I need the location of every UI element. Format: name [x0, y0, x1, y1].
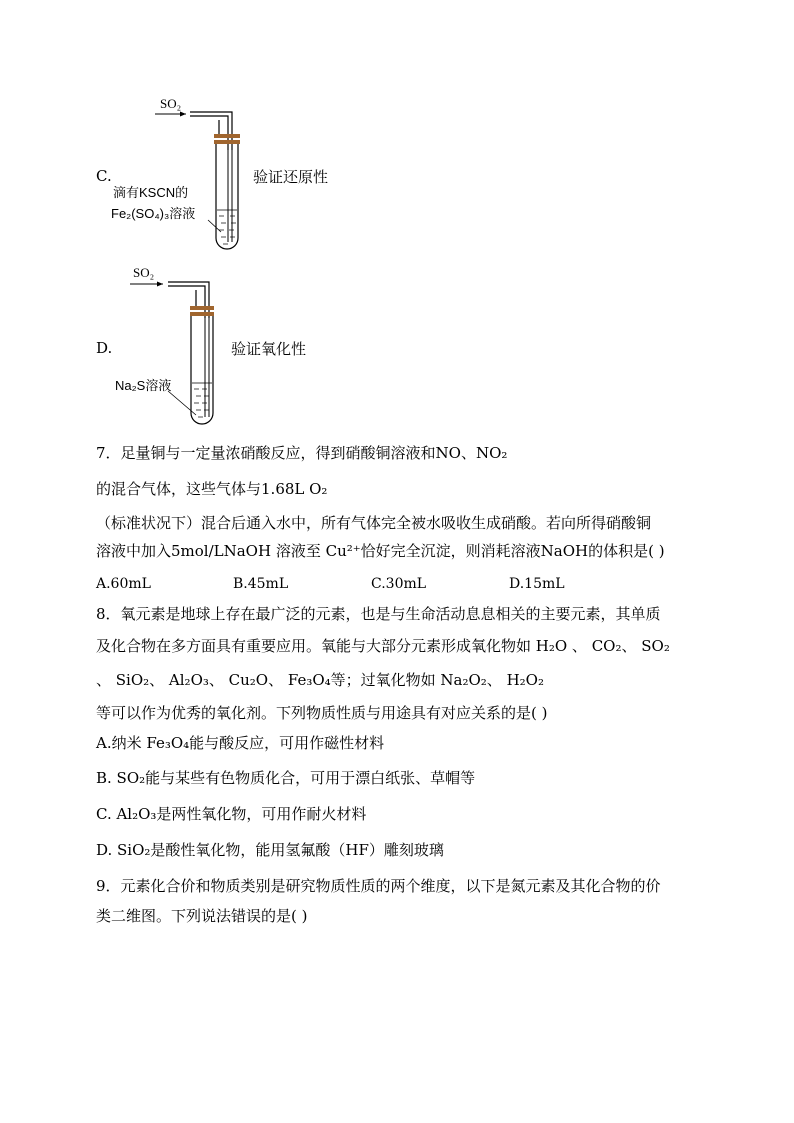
test-tube-c — [216, 144, 238, 249]
option-d-letter: D. — [96, 339, 113, 357]
test-tube-apparatus-c — [108, 92, 258, 257]
q7-option-d[interactable]: D.15mL — [509, 576, 565, 592]
q8-option-c[interactable]: C. Al₂O₃是两性氧化物，可用作耐火材料 — [96, 805, 367, 823]
purpose-label-d: 验证氧化性 — [231, 340, 307, 358]
q9-line2: 类二维图。下列说法错误的是( ) — [96, 907, 308, 925]
purpose-label-c: 验证还原性 — [253, 168, 329, 186]
option-c-letter: C. — [96, 167, 112, 185]
solution-label-d: Na₂S溶液 — [115, 378, 172, 393]
q8-line3: 、 SiO₂、 Al₂O₃、 Cu₂O、 Fe₃O₄等；过氧化物如 Na₂O₂、 H₂O₂ — [96, 671, 544, 689]
q7-line1: 7．足量铜与一定量浓硝酸反应，得到硝酸铜溶液和NO、NO₂ — [96, 444, 508, 462]
q8-option-b[interactable]: B. SO₂能与某些有色物质化合，可用于漂白纸张、草帽等 — [96, 769, 476, 787]
q8-line2: 及化合物在多方面具有重要应用。氧能与大部分元素形成氧化物如 H₂O 、 CO₂、 SO₂ — [96, 637, 670, 655]
q7-option-b[interactable]: B.45mL — [233, 576, 289, 592]
solution-label-c-line1: 滴有KSCN的 — [113, 185, 189, 200]
solution-label-c-line2: Fe₂(SO₄)₃溶液 — [111, 206, 196, 221]
gas-label-c: SO₂ — [160, 96, 182, 111]
test-tube-apparatus-d — [108, 263, 248, 433]
q7-line4: 溶液中加入5mol/LNaOH 溶液至 Cu²⁺恰好完全沉淀，则消耗溶液NaOH的体积是( ) — [96, 542, 665, 560]
q8-line4: 等可以作为优秀的氧化剂。下列物质性质与用途具有对应关系的是( ) — [96, 704, 548, 722]
q7-line3: （标准状况下）混合后通入水中，所有气体完全被水吸收生成硝酸。若向所得硝酸铜 — [96, 514, 652, 532]
q8-option-d[interactable]: D. SiO₂是酸性氧化物，能用氢氟酸（HF）雕刻玻璃 — [96, 841, 444, 859]
test-tube-d — [191, 316, 213, 424]
q9-line1: 9．元素化合价和物质类别是研究物质性质的两个维度，以下是氮元素及其化合物的价 — [96, 877, 661, 895]
q7-option-c[interactable]: C.30mL — [371, 576, 427, 592]
q7-line2: 的混合气体，这些气体与1.68L O₂ — [96, 480, 328, 498]
q8-option-a[interactable]: A.纳米 Fe₃O₄能与酸反应，可用作磁性材料 — [96, 734, 385, 752]
gas-label-d: SO₂ — [133, 265, 155, 280]
liquid-d — [194, 389, 209, 417]
q7-option-a[interactable]: A.60mL — [96, 576, 151, 592]
q8-line1: 8．氧元素是地球上存在最广泛的元素，也是与生命活动息息相关的主要元素，其单质 — [96, 605, 661, 623]
